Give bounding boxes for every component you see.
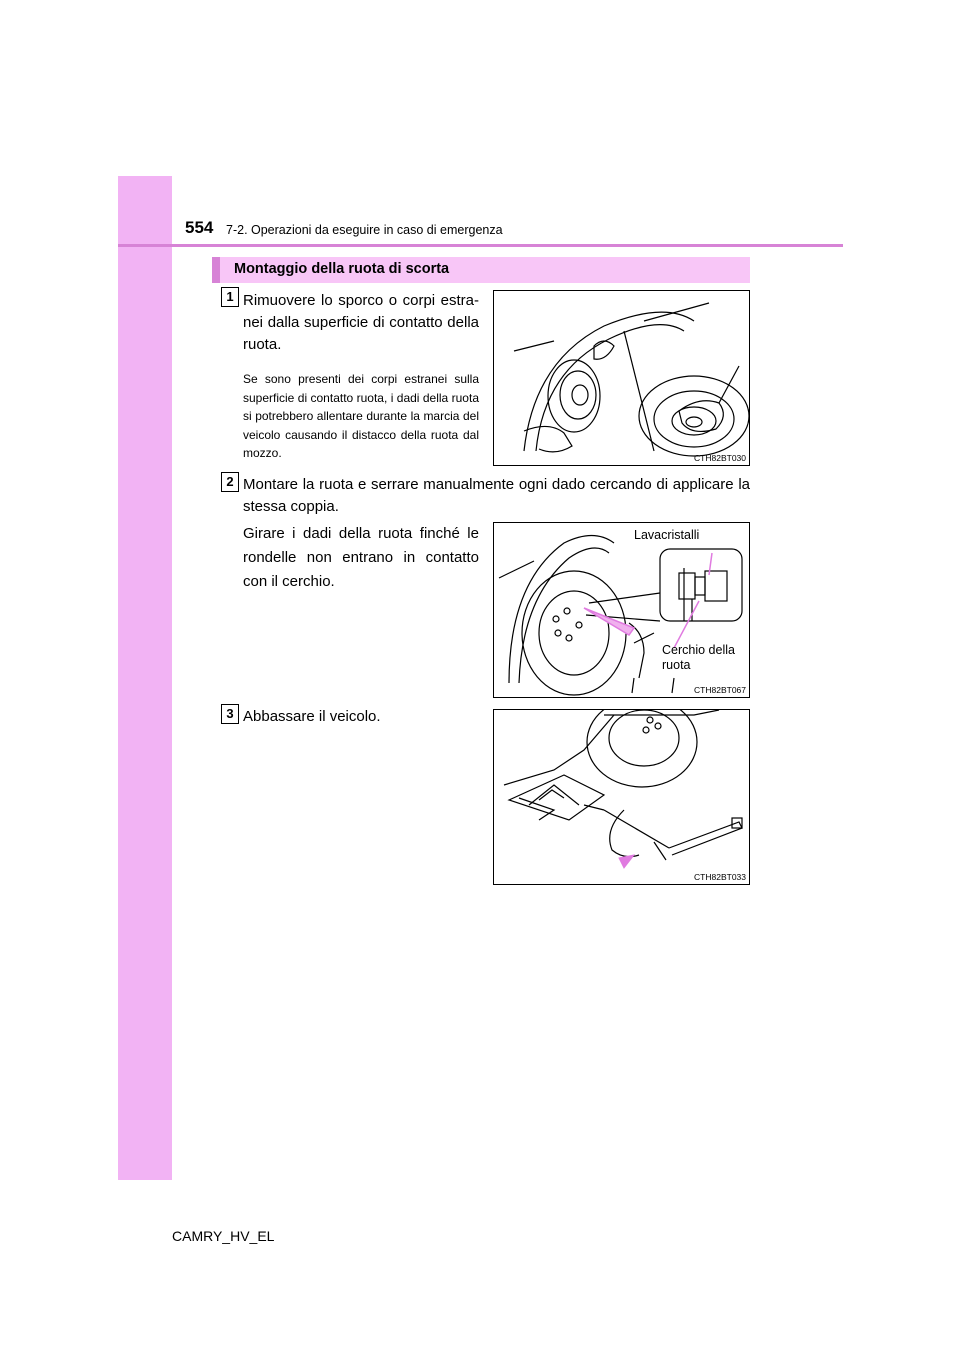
- step-2-text: Montare la ruota e serrare manualmente ogni dado cercando di applicare la stessa coppia.: [243, 476, 750, 515]
- section-title: Montaggio della ruota di scorta: [234, 261, 450, 277]
- figure-code-3: CTH82BT033: [694, 872, 746, 882]
- header-rule: [118, 244, 843, 247]
- figure-code-2: CTH82BT067: [694, 685, 746, 695]
- footer-model: CAMRY_HV_EL: [172, 1228, 275, 1244]
- step-number-2: 2: [221, 472, 239, 492]
- page-number: 554: [185, 218, 214, 237]
- figure-mount-wheel: [493, 522, 750, 698]
- figure-code-1: CTH82BT030: [694, 453, 746, 463]
- clean-wheel-illustration: [494, 291, 749, 465]
- callout-wheel-rim: Cerchio della ruota: [662, 643, 735, 672]
- sidebar-tab: [118, 176, 172, 1180]
- step-1-text: Rimuovere lo sporco o corpi estra-nei dalla superficie di contatto della ruota.: [243, 292, 479, 353]
- section-header: [212, 257, 750, 283]
- step-number-1: 1: [221, 287, 239, 307]
- step-3-text: Abbassare il veicolo.: [243, 708, 381, 725]
- callout-washer: Lavacristalli: [634, 528, 700, 542]
- step-1-note: Se sono presenti dei corpi estranei sulla superficie di contatto ruota, i dadi della ruota si potrebbero allentare durante la marcia del veicolo causando il distacco della ruota dal mozzo.: [243, 372, 479, 460]
- step-number-3: 3: [221, 704, 239, 724]
- figure-lower-vehicle: [493, 709, 750, 885]
- step-2-subtext: Girare i dadi della ruota finché le rondelle non entrano in contatto con il cerchio.: [243, 525, 479, 590]
- lower-vehicle-illustration: [494, 710, 749, 884]
- chapter-title: 7-2. Operazioni da eseguire in caso di emergenza: [226, 223, 503, 237]
- figure-clean-wheel: [493, 290, 750, 466]
